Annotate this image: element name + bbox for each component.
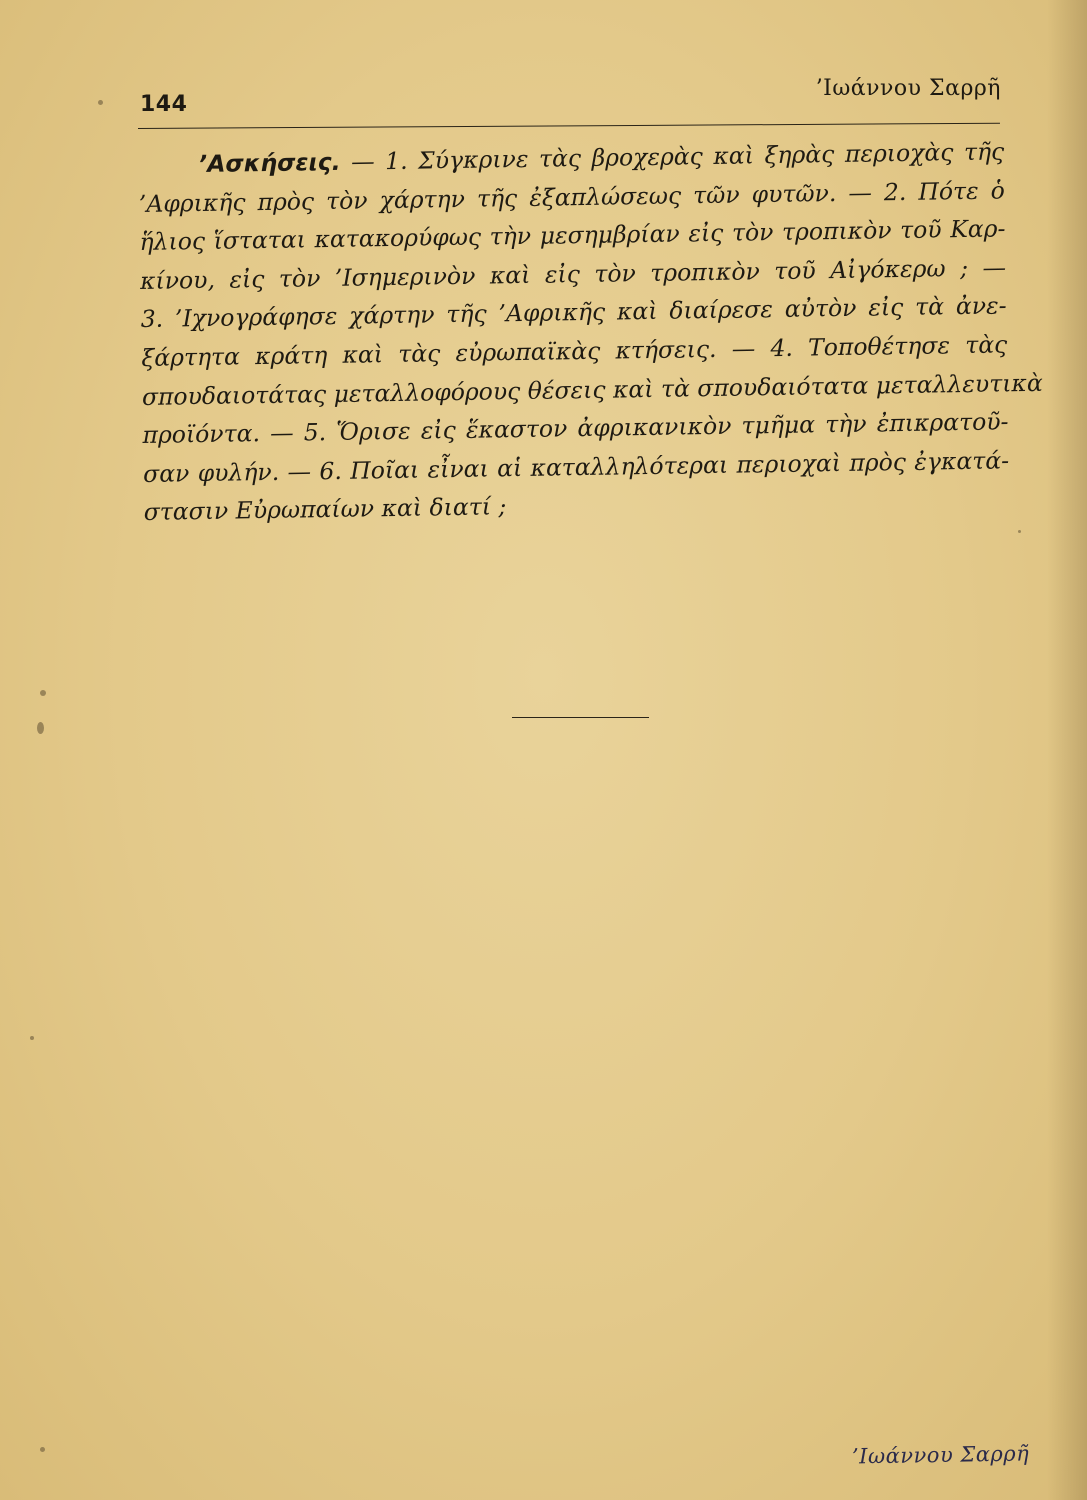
exercises-heading: ’Ασκήσεις. [198,147,341,179]
exercise-line: σπουδαιοτάτας μεταλλοφόρους θέσεις καὶ τὰ σπουδαιότατα μεταλλευτικὰ [141,368,1043,411]
spine-shadow [1047,0,1087,1500]
header-rule [138,123,1000,129]
paper-speck [37,722,44,734]
exercise-line-text: — 1. Σύγκρινε τὰς βροχερὰς καὶ ξηρὰς περιοχὰς τῆς [340,137,1005,176]
exercises-paragraph [138,132,1043,531]
paper-speck [40,690,46,696]
exercise-line: σαν φυλήν. — 6. Ποῖαι εἶναι αἱ καταλληλότεραι περιοχαὶ πρὸς ἐγκατά- [142,446,1010,488]
exercise-line: προϊόντα. — 5. Ὅρισε εἰς ἕκαστον ἀφρικανικὸν τμῆμα τὴν ἐπικρατοῦ- [142,407,1009,450]
exercise-line: στασιν Εὐρωπαίων καὶ διατί ; [143,492,507,527]
exercise-line: 3. ’Ιχνογράφησε χάρτην τῆς ’Αφρικῆς καὶ διαίρεσε αὐτὸν εἰς τὰ ἀνε- [140,291,1007,334]
exercise-line: ξάρτητα κράτη καὶ τὰς εὐρωπαϊκὰς κτήσεις. — 4. Τοποθέτησε τὰς [141,330,1008,372]
section-end-rule [512,717,649,718]
exercise-line: κίνου, εἰς τὸν ’Ισημερινὸν καὶ εἰς τὸν τροπικὸν τοῦ Αἰγόκερω ; — [139,253,1007,295]
paper-speck [1018,530,1021,533]
exercise-line: ἥλιος ἵσταται κατακορύφως τὴν μεσημβρίαν εἰς τὸν τροπικὸν τοῦ Καρ- [139,214,1006,257]
page-number: 144 [140,92,188,117]
paper-speck [40,1447,45,1452]
paper-speck [30,1036,34,1040]
running-head: ’Ιωάννου Σαρρῆ [815,76,1001,101]
exercise-line: ’Αφρικῆς πρὸς τὸν χάρτην τῆς ἐξαπλώσεως τῶν φυτῶν. — 2. Πότε ὁ [138,175,1006,218]
paper-speck [98,100,103,105]
owner-signature: ’Ιωάννου Σαρρῆ [851,1441,1030,1469]
